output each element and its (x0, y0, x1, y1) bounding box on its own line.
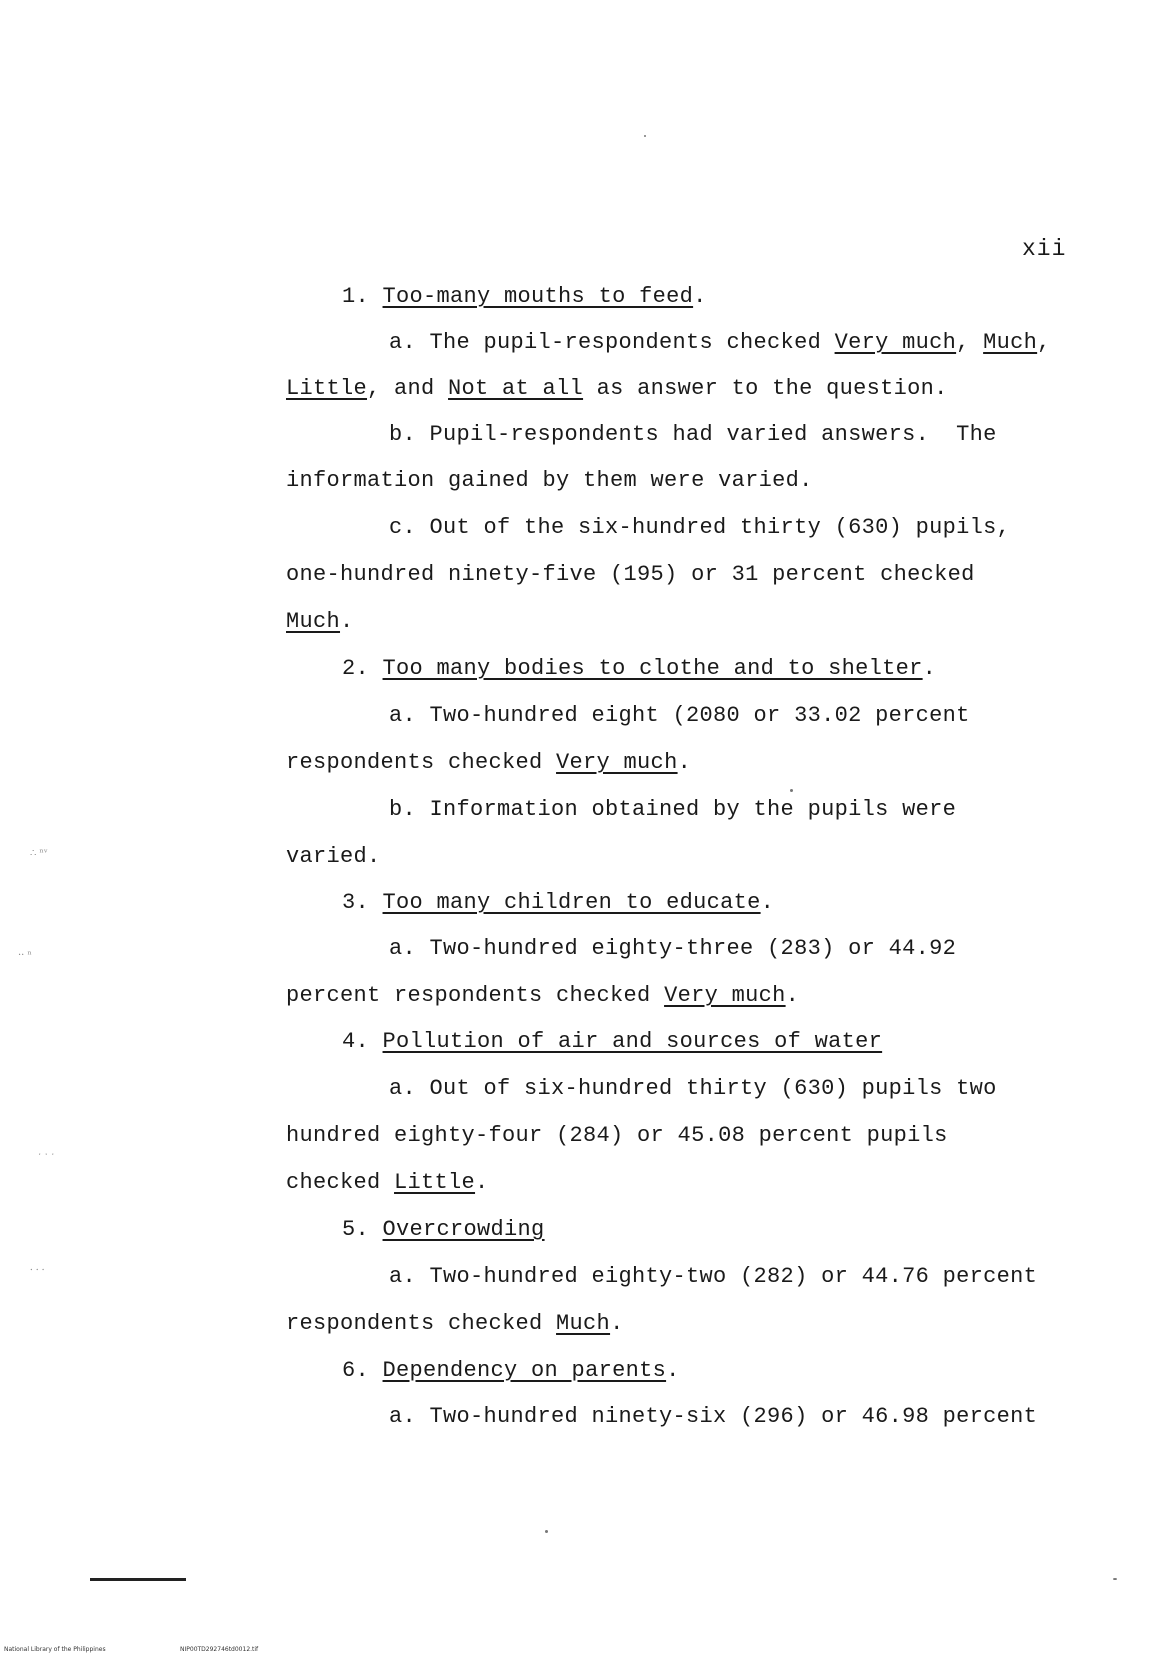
item-1c-line-2: one-hundred ninety-five (195) or 31 percent checked (286, 562, 975, 587)
item-1c-line-3: Much. (286, 609, 354, 634)
item-2b-line-2: varied. (286, 844, 381, 869)
item-3a-line-1: a. Two-hundred eighty-three (283) or 44.92 (389, 936, 957, 961)
scan-speck (644, 135, 646, 137)
margin-smudge: ⸱ ⸱ ⸱ (30, 1265, 45, 1276)
item-6-heading: 6. Dependency on parents. (342, 1358, 680, 1383)
item-5-heading: 5. Overcrowding (342, 1217, 545, 1242)
item-1a-line-1: a. The pupil-respondents checked Very much, Much, (389, 330, 1051, 355)
item-4a-line-1: a. Out of six-hundred thirty (630) pupils two (389, 1076, 997, 1101)
margin-smudge: ·· ⁿ (18, 950, 32, 961)
footer-file-id: NIP00TD292746td0012.tif (180, 1646, 259, 1653)
margin-smudge: ˑ ˑ ˑ (38, 1150, 55, 1161)
item-1c-line-1: c. Out of the six-hundred thirty (630) pupils, (389, 515, 1011, 540)
item-5a-line-1: a. Two-hundred eighty-two (282) or 44.76 percent (389, 1264, 1038, 1289)
item-2a-line-2: respondents checked Very much. (286, 750, 692, 775)
item-5a-line-2: respondents checked Much. (286, 1311, 624, 1336)
item-1b-line-2: information gained by them were varied. (286, 468, 813, 493)
margin-smudge: ∴ ⁿᵛ (30, 848, 48, 859)
item-4a-line-3: checked Little. (286, 1170, 489, 1195)
scan-rule (90, 1578, 186, 1581)
item-3-heading: 3. Too many children to educate. (342, 890, 775, 915)
item-1b-line-1: b. Pupil-respondents had varied answers. The (389, 422, 997, 447)
scan-speck (545, 1530, 548, 1533)
item-3a-line-2: percent respondents checked Very much. (286, 983, 800, 1008)
item-2b-line-1: b. Information obtained by the pupils were (389, 797, 957, 822)
item-4a-line-2: hundred eighty-four (284) or 45.08 percent pupils (286, 1123, 948, 1148)
item-2a-line-1: a. Two-hundred eight (2080 or 33.02 percent (389, 703, 970, 728)
item-1-heading: 1. Too-many mouths to feed. (342, 284, 707, 309)
footer-library: National Library of the Philippines (4, 1646, 106, 1653)
item-2-heading: 2. Too many bodies to clothe and to shelter. (342, 656, 937, 681)
item-6a-line-1: a. Two-hundred ninety-six (296) or 46.98 percent (389, 1404, 1038, 1429)
scan-speck (790, 789, 793, 792)
page-number: xii (1022, 236, 1067, 262)
item-4-heading: 4. Pollution of air and sources of water (342, 1029, 883, 1054)
scan-speck (1113, 1578, 1117, 1580)
item-1a-line-2: Little, and Not at all as answer to the question. (286, 376, 948, 401)
